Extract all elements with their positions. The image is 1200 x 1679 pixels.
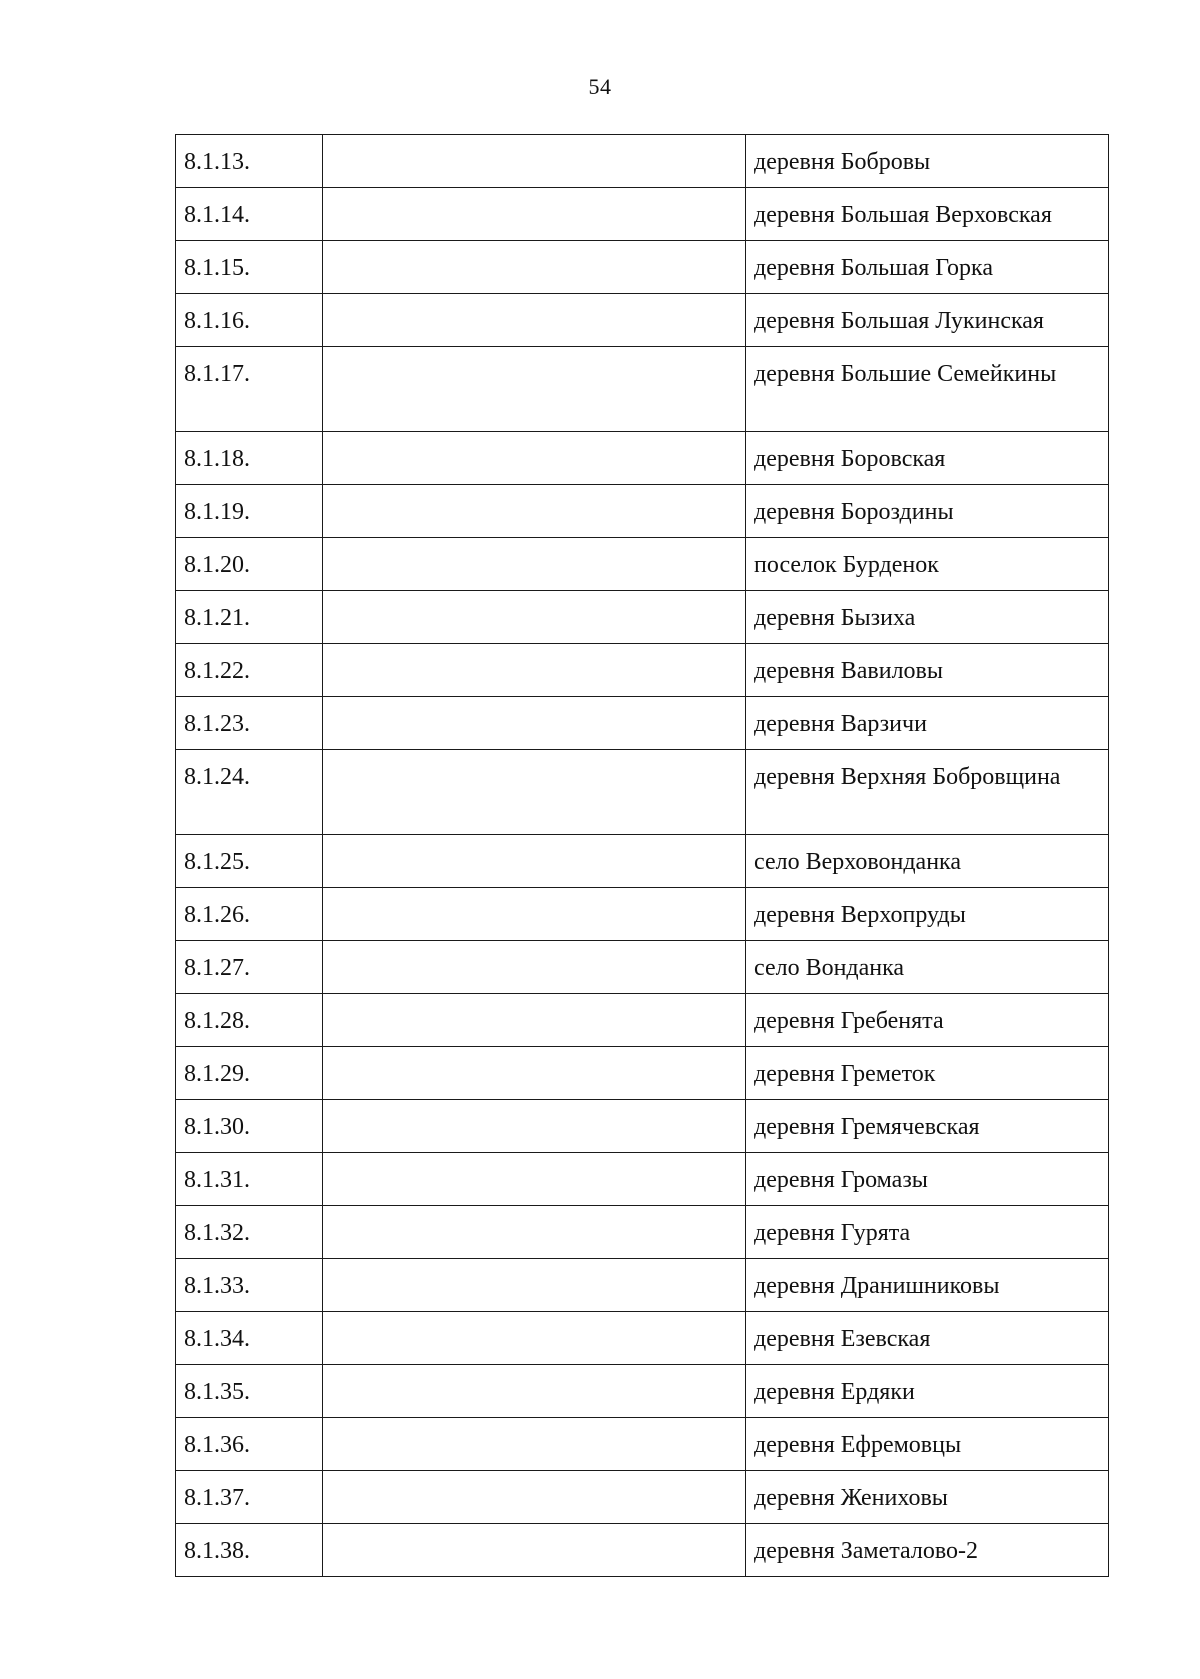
empty-cell-text [323,1312,745,1332]
settlement-name: деревня Бобровы [754,149,931,175]
settlement-name: деревня Бороздины [754,499,954,525]
empty-cell [323,135,746,188]
settlement-name: деревня Большая Верховская [754,202,1052,228]
settlement-name-cell [746,941,1109,994]
empty-cell [323,485,746,538]
settlement-name-cell [746,1312,1109,1365]
item-number-cell [176,750,323,835]
item-number: 8.1.16. [184,308,250,334]
item-number-cell [176,485,323,538]
item-number: 8.1.30. [184,1114,250,1140]
settlement-name-cell [746,1471,1109,1524]
item-number: 8.1.34. [184,1326,250,1352]
settlement-name: деревня Большая Горка [754,255,994,281]
empty-cell-text [323,591,745,611]
table-row [176,485,1109,538]
settlement-name: деревня Боровская [754,446,946,472]
settlement-name: деревня Варзичи [754,711,927,737]
item-number: 8.1.29. [184,1061,250,1087]
table-row [176,994,1109,1047]
settlement-name-cell [746,1100,1109,1153]
item-number-cell [176,1259,323,1312]
table-row [176,294,1109,347]
empty-cell-text [323,1471,745,1491]
table-row [176,347,1109,432]
empty-cell-text [323,1100,745,1120]
table-row [176,835,1109,888]
empty-cell-text [323,347,745,367]
empty-cell [323,697,746,750]
empty-cell-text [323,1365,745,1385]
settlement-name: деревня Большие Семейкины [754,361,1057,387]
item-number-cell [176,188,323,241]
empty-cell [323,1365,746,1418]
settlement-name: поселок Бурденок [754,552,939,578]
empty-cell [323,888,746,941]
empty-cell-text [323,294,745,314]
item-number: 8.1.37. [184,1485,250,1511]
empty-cell [323,294,746,347]
table-row [176,1100,1109,1153]
item-number-cell [176,1047,323,1100]
item-number: 8.1.28. [184,1008,250,1034]
settlement-name: деревня Громазы [754,1167,928,1193]
empty-cell [323,1153,746,1206]
item-number: 8.1.27. [184,955,250,981]
table-row [176,750,1109,835]
item-number: 8.1.38. [184,1538,250,1564]
empty-cell-text [323,941,745,961]
settlement-name-cell [746,750,1109,835]
settlement-name: деревня Заметалово-2 [754,1538,979,1564]
table-row [176,241,1109,294]
item-number: 8.1.19. [184,499,250,525]
empty-cell-text [323,432,745,452]
settlement-name-cell [746,591,1109,644]
table-row [176,888,1109,941]
item-number: 8.1.23. [184,711,250,737]
item-number: 8.1.31. [184,1167,250,1193]
item-number: 8.1.26. [184,902,250,928]
empty-cell [323,1259,746,1312]
item-number-cell [176,538,323,591]
table-row [176,432,1109,485]
empty-cell-text [323,1418,745,1438]
empty-cell-text [323,994,745,1014]
settlement-table [175,134,1109,1577]
settlement-name-cell [746,1365,1109,1418]
item-number: 8.1.25. [184,849,250,875]
settlement-name: деревня Бызиха [754,605,916,631]
settlement-name: деревня Верхняя Бобровщина [754,764,1061,790]
settlement-name: село Вонданка [754,955,905,981]
settlement-name-cell [746,994,1109,1047]
settlement-name-cell [746,697,1109,750]
settlement-name: село Верховонданка [754,849,961,875]
item-number: 8.1.15. [184,255,250,281]
settlement-name-cell [746,1259,1109,1312]
empty-cell [323,1312,746,1365]
empty-cell-text [323,485,745,505]
empty-cell [323,994,746,1047]
empty-cell [323,591,746,644]
settlement-name: деревня Гремячевская [754,1114,980,1140]
empty-cell [323,750,746,835]
settlement-name: деревня Ердяки [754,1379,915,1405]
table-row [176,644,1109,697]
item-number-cell [176,888,323,941]
settlement-name-cell [746,1047,1109,1100]
item-number-cell [176,591,323,644]
settlement-name-cell [746,538,1109,591]
empty-cell-text [323,1047,745,1067]
empty-cell-text [323,697,745,717]
table-row [176,1312,1109,1365]
item-number-cell [176,1471,323,1524]
settlement-name: деревня Вавиловы [754,658,943,684]
empty-cell [323,1047,746,1100]
empty-cell [323,1206,746,1259]
settlement-name-cell [746,1206,1109,1259]
table-row [176,591,1109,644]
table-row [176,941,1109,994]
table-row [176,135,1109,188]
table-row [176,538,1109,591]
item-number: 8.1.36. [184,1432,250,1458]
table-row [176,697,1109,750]
settlement-name-cell [746,347,1109,432]
settlement-name-cell [746,835,1109,888]
settlement-name: деревня Дранишниковы [754,1273,1000,1299]
item-number-cell [176,941,323,994]
item-number: 8.1.17. [184,361,250,387]
page-number: 54 [588,74,612,99]
item-number: 8.1.18. [184,446,250,472]
empty-cell [323,1418,746,1471]
table-row [176,1418,1109,1471]
empty-cell [323,188,746,241]
settlement-name: деревня Греметок [754,1061,936,1087]
empty-cell [323,432,746,485]
item-number-cell [176,432,323,485]
table-row [176,1259,1109,1312]
item-number-cell [176,1418,323,1471]
settlement-name-cell [746,485,1109,538]
empty-cell [323,1471,746,1524]
empty-cell-text [323,135,745,155]
empty-cell-text [323,835,745,855]
settlement-name-cell [746,135,1109,188]
item-number-cell [176,994,323,1047]
item-number-cell [176,644,323,697]
item-number: 8.1.22. [184,658,250,684]
empty-cell [323,347,746,432]
table-row [176,1471,1109,1524]
item-number-cell [176,1312,323,1365]
empty-cell-text [323,1153,745,1173]
item-number: 8.1.33. [184,1273,250,1299]
settlement-name: деревня Верхопруды [754,902,966,928]
empty-cell-text [323,241,745,261]
item-number: 8.1.13. [184,149,250,175]
settlement-name-cell [746,888,1109,941]
item-number-cell [176,835,323,888]
settlement-name: деревня Ефремовцы [754,1432,962,1458]
empty-cell-text [323,888,745,908]
empty-cell-text [323,1206,745,1226]
empty-cell [323,241,746,294]
item-number-cell [176,697,323,750]
item-number: 8.1.20. [184,552,250,578]
table-row [176,1365,1109,1418]
settlement-name-cell [746,241,1109,294]
settlement-name-cell [746,188,1109,241]
item-number-cell [176,135,323,188]
item-number-cell [176,1206,323,1259]
settlement-name-cell [746,1153,1109,1206]
empty-cell-text [323,750,745,770]
settlement-name: деревня Гурята [754,1220,911,1246]
table-row [176,188,1109,241]
table-row [176,1153,1109,1206]
item-number-cell [176,1524,323,1577]
item-number-cell [176,241,323,294]
item-number: 8.1.24. [184,764,250,790]
table-row [176,1206,1109,1259]
settlement-name-cell [746,432,1109,485]
settlement-name: деревня Жениховы [754,1485,948,1511]
empty-cell-text [323,1259,745,1279]
settlement-name-cell [746,644,1109,697]
empty-cell [323,538,746,591]
settlement-name: деревня Гребенята [754,1008,944,1034]
settlement-name: деревня Большая Лукинская [754,308,1044,334]
empty-cell [323,644,746,697]
empty-cell-text [323,188,745,208]
settlement-name: деревня Езевская [754,1326,931,1352]
item-number-cell [176,1365,323,1418]
empty-cell [323,941,746,994]
empty-cell [323,1100,746,1153]
empty-cell [323,835,746,888]
table-row [176,1524,1109,1577]
item-number-cell [176,1100,323,1153]
empty-cell-text [323,538,745,558]
settlement-name-cell [746,294,1109,347]
item-number-cell [176,347,323,432]
item-number: 8.1.32. [184,1220,250,1246]
table-row [176,1047,1109,1100]
item-number-cell [176,294,323,347]
item-number: 8.1.35. [184,1379,250,1405]
item-number-cell [176,1153,323,1206]
settlement-name-cell [746,1524,1109,1577]
empty-cell [323,1524,746,1577]
settlement-name-cell [746,1418,1109,1471]
empty-cell-text [323,1524,745,1544]
item-number: 8.1.14. [184,202,250,228]
empty-cell-text [323,644,745,664]
item-number: 8.1.21. [184,605,250,631]
